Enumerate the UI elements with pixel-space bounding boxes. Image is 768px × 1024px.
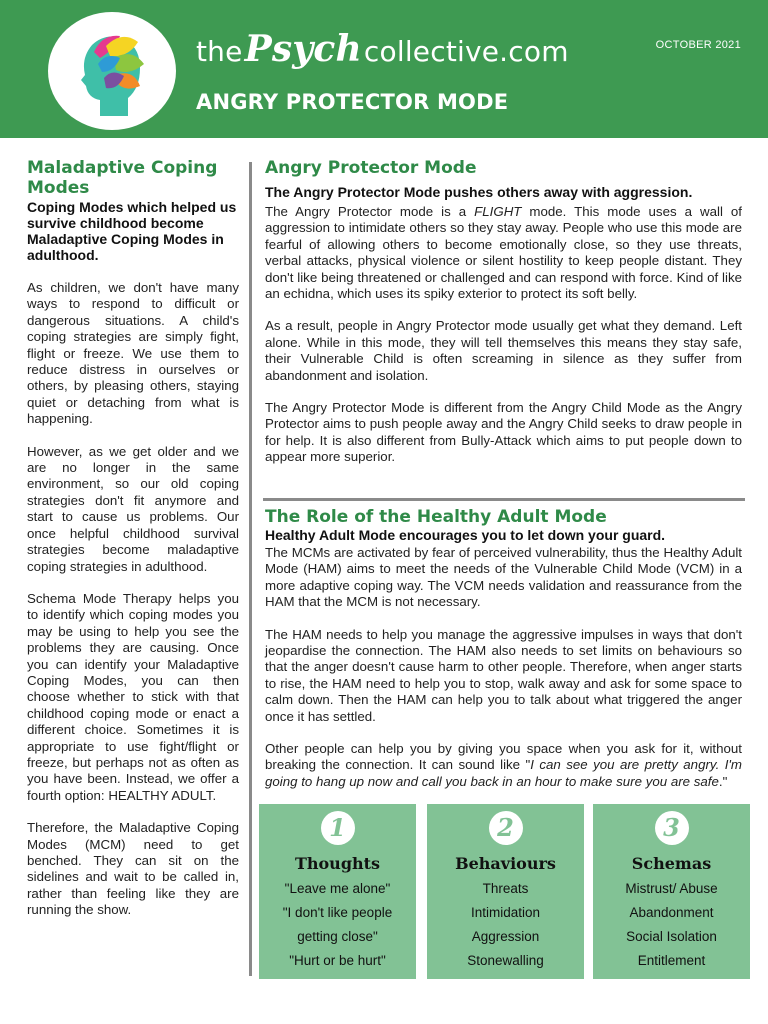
summary-boxes [259,804,751,979]
site-name-suffix: collective.com [363,35,569,68]
left-heading: Maladaptive Coping Modes [27,158,218,198]
left-paragraph: However, as we get older and we are no longer in the same environment, so our old coping strategies don't fit anymore and start to cause us problems. Our once helpful childhood survival strategies become maladaptive coping strategies in adulthood. [27,443,239,574]
list-item: getting close" [297,929,378,944]
head-silhouette-icon [48,12,176,130]
left-lead: Coping Modes which helped us survive childhood become Maladaptive Coping Modes in adulthood. [27,199,237,263]
number-badge: 2 [489,811,523,845]
section-heading: The Role of the Healthy Adult Mode [265,507,607,527]
section-lead: The Angry Protector Mode pushes others away with aggression. [265,184,693,200]
site-name-brand: Psych [244,28,362,70]
list-item: Intimidation [470,905,541,920]
box-title: Behaviours [455,854,556,873]
list-item: "I don't like people [282,905,393,920]
number-badge: 1 [321,811,355,845]
angry-protector-section [265,158,742,466]
list-item: Social Isolation [626,929,717,944]
issue-date: OCTOBER 2021 [655,39,741,51]
behaviours-box [427,804,584,979]
section-paragraph: Other people can help you by giving you space when you ask for it, without breaking the connection. It can sound like "I can see you are pretty angry. I'm going to hang up now and call you back in an hour to make sure you are safe." [265,741,742,789]
left-paragraph: As children, we don't have many ways to respond to difficult or dangerous situations. A child's coping strategies are simply fight, flight or freeze. We use them to reduce distress in ourselves or others, by pleasing others, staying quiet or detaching from what is happening. [27,280,239,427]
section-paragraph: The Angry Protector mode is a FLIGHT mode. This mode uses a wall of aggression to intimidate others so they stay away. People who use this mode are fearful of allowing others to become emotionally close, so they use threats, verbal attacks, physical violence or silent hostility to keep people distant. They don't like being threatened or challenged and can respond with force. Kind of like an echidna, which uses its spiky exterior to protect its soft belly. [265,204,743,302]
list-item: "Hurt or be hurt" [289,953,386,968]
box-title: Schemas [631,854,712,873]
schemas-box [593,804,750,979]
list-item: Threats [482,881,529,896]
section-paragraph: The HAM needs to help you manage the aggressive impulses in ways that don't jeopardise the connection. The HAM also needs to set limits on behaviours so that the anger doesn't cause harm to other people. Therefore, when anger starts to rise, the HAM need to help you to stop, walk away and ask for some space to calm down. Then the HAM can help you to talk about what triggered the anger once it has settled. [265,626,742,724]
box-title: Thoughts [294,854,381,873]
site-name[interactable] [196,28,569,70]
list-item: Stonewalling [467,953,544,968]
left-paragraph: Therefore, the Maladaptive Coping Modes (MCM) need to get benched. They can sit on the sidelines and wait to be called in, rather than feeling like they are running the show. [27,820,239,918]
list-item: Aggression [471,929,540,944]
list-item: Abandonment [629,905,714,920]
healthy-adult-section [265,507,742,790]
section-divider [263,498,745,501]
list-item: "Leave me alone" [284,881,391,896]
list-item: Mistrust/ Abuse [625,881,718,896]
section-paragraph: The MCMs are activated by fear of perceived vulnerability, thus the Healthy Adult Mode (HAM) aims to meet the needs of the Vulnerable Child Mode (VCM) in a more adaptive coping way. The VCM needs validation and reassurance from the HAM that the MCM is not necessary. [265,545,742,610]
header-banner [0,0,768,138]
site-name-prefix: the [196,35,243,68]
number-badge: 3 [655,811,689,845]
list-item: Entitlement [637,953,706,968]
site-logo[interactable] [48,12,176,130]
left-column [27,158,239,919]
thoughts-box [259,804,416,979]
section-paragraph: As a result, people in Angry Protector mode usually get what they demand. Left alone. While in this mode, they will tell themselves this means they stay safe, their Vulnerable Child is often screaming in silence as they suffer from abandonment and isolation. [265,318,742,383]
column-divider [249,162,252,976]
section-lead: Healthy Adult Mode encourages you to let down your guard. [265,527,666,543]
page-title: ANGRY PROTECTOR MODE [196,90,509,114]
left-paragraph: Schema Mode Therapy helps you to identify which coping modes you may be using to help you see the problems they are causing. Once you can identify your Maladaptive Coping Modes, you can then choose whether to stick with that childhood coping mode or enact a different choice. Sometimes it is appropriate to use fight/flight or freeze, but perhaps not as often as you have been. Instead, we offer a fourth option: HEALTHY ADULT. [27,590,239,803]
section-paragraph: The Angry Protector Mode is different from the Angry Child Mode as the Angry Protector aims to push people away and the Angry Child seeks to draw people in for help. It is also different from Bully-Attack which aims to put people down to appear more superior. [265,400,742,465]
section-heading: Angry Protector Mode [265,158,477,178]
